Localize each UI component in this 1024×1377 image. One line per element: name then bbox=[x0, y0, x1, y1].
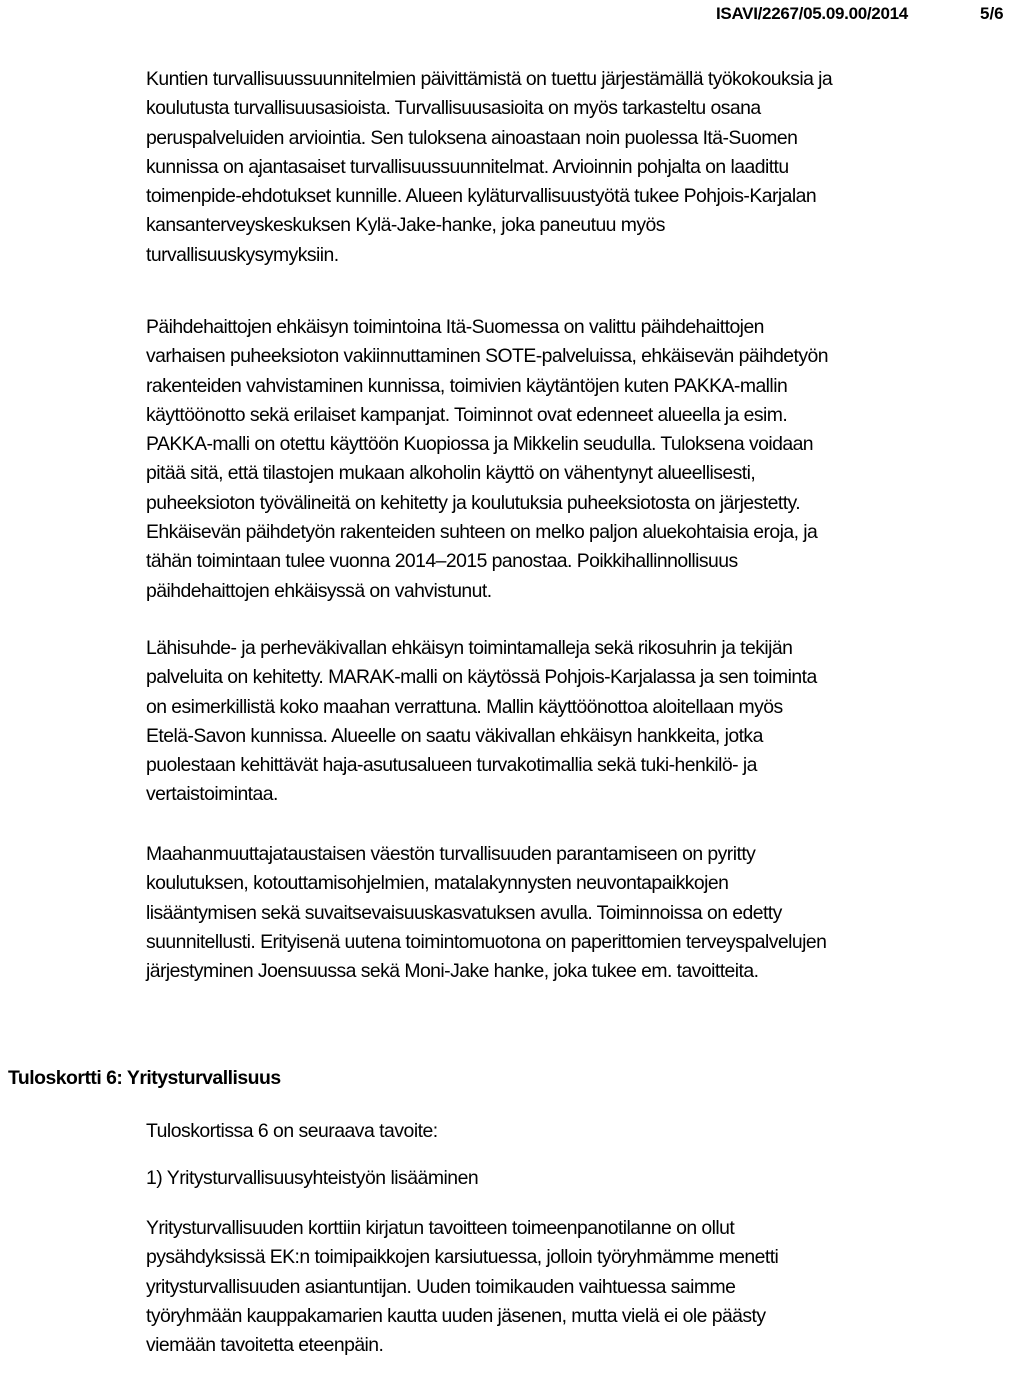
section-goal-item: 1) Yritysturvallisuusyhteistyön lisääminen bbox=[146, 1167, 479, 1189]
paragraph-domestic-violence-prevention bbox=[146, 634, 1016, 810]
paragraph-immigrant-safety bbox=[146, 840, 1016, 986]
text-line: peruspalveluiden arviointia. Sen tuloksena ainoastaan noin puolessa Itä-Suomen bbox=[146, 126, 798, 149]
text-line: Maahanmuuttajataustaisen väestön turvallisuuden parantamiseen on pyritty bbox=[146, 843, 756, 865]
text-line: Päihdehaittojen ehkäisyn toimintoina Itä-Suomessa on valittu päihdehaittojen bbox=[146, 316, 764, 338]
text-line: yritysturvallisuuden asiantuntijan. Uuden toimikauden vaihtuessa saimme bbox=[146, 1275, 736, 1298]
text-line: koulutuksen, kotouttamisohjelmien, matalakynnysten neuvontapaikkojen bbox=[146, 872, 729, 895]
text-line: pitää sitä, että tilastojen mukaan alkoholin käyttö on vähentynyt alueellisesti, bbox=[146, 462, 756, 485]
document-reference-number: ISAVI/2267/05.09.00/2014 bbox=[716, 4, 908, 23]
text-line: suunnitellusti. Erityisenä uutena toimintomuotona on paperittomien terveyspalvelujen bbox=[146, 930, 827, 953]
text-line: puolestaan kehittävät haja-asutusalueen turvakotimallia sekä tuki-henkilö- ja bbox=[146, 754, 757, 777]
paragraph-security-plans bbox=[146, 65, 1016, 270]
page-number: 5/6 bbox=[980, 4, 1004, 23]
text-line: kunnissa on ajantasaiset turvallisuussuunnitelmat. Arvioinnin pohjalta on laadittu bbox=[146, 155, 789, 178]
paragraph-substance-abuse-prevention bbox=[146, 313, 1016, 606]
text-line: Kuntien turvallisuussuunnitelmien päivittämistä on tuettu järjestämällä työkokouksia ja bbox=[146, 68, 833, 90]
text-line: järjestyminen Joensuussa sekä Moni-Jake hanke, joka tukee em. tavoitteita. bbox=[146, 960, 759, 983]
section-intro: Tuloskortissa 6 on seuraava tavoite: bbox=[146, 1120, 438, 1142]
text-line: toimenpide-ehdotukset kunnille. Alueen kyläturvallisuustyötä tukee Pohjois-Karjalan bbox=[146, 185, 817, 208]
text-line: kansanterveyskeskuksen Kylä-Jake-hanke, joka paneutuu myös bbox=[146, 214, 665, 237]
text-line: pysähdyksissä EK:n toimipaikkojen karsiutuessa, jolloin työryhmämme menetti bbox=[146, 1246, 779, 1269]
text-line: tähän toimintaan tulee vuonna 2014–2015 panostaa. Poikkihallinnollisuus bbox=[146, 550, 738, 573]
section-heading: Tuloskortti 6: Yritysturvallisuus bbox=[8, 1067, 281, 1089]
text-line: on esimerkillistä koko maahan verrattuna. Mallin käyttöönottoa aloitellaan myös bbox=[146, 695, 783, 718]
text-line: käyttöönotto sekä erilaiset kampanjat. Toiminnot ovat edenneet alueella ja esim. bbox=[146, 403, 788, 426]
paragraph-business-security bbox=[146, 1214, 1016, 1360]
text-line: puheeksioton työvälineitä on kehitetty ja koulutuksia puheeksiotosta on järjestetty. bbox=[146, 491, 801, 514]
text-line: päihdehaittojen ehkäisyssä on vahvistunut. bbox=[146, 579, 492, 602]
text-line: vertaistoimintaa. bbox=[146, 783, 278, 806]
text-line: työryhmään kauppakamarien kautta uuden jäsenen, mutta vielä ei ole päästy bbox=[146, 1304, 766, 1327]
text-line: PAKKA-malli on otettu käyttöön Kuopiossa ja Mikkelin seudulla. Tuloksena voidaan bbox=[146, 433, 814, 456]
text-line: palveluita on kehitetty. MARAK-malli on käytössä Pohjois-Karjalassa ja sen toiminta bbox=[146, 666, 817, 689]
text-line: rakenteiden vahvistaminen kunnissa, toimivien käytäntöjen kuten PAKKA-mallin bbox=[146, 374, 788, 397]
text-line: lisääntymisen sekä suvaitsevaisuuskasvatuksen avulla. Toiminnoissa on edetty bbox=[146, 901, 782, 924]
text-line: Yritysturvallisuuden korttiin kirjatun tavoitteen toimeenpanotilanne on ollut bbox=[146, 1217, 735, 1239]
text-line: viemään tavoitetta eteenpäin. bbox=[146, 1334, 384, 1357]
text-line: Etelä-Savon kunnissa. Alueelle on saatu väkivallan ehkäisyn hankkeita, jotka bbox=[146, 724, 763, 747]
text-line: Lähisuhde- ja perheväkivallan ehkäisyn toimintamalleja sekä rikosuhrin ja tekijän bbox=[146, 637, 793, 659]
text-line: Ehkäisevän päihdetyön rakenteiden suhteen on melko paljon aluekohtaisia eroja, ja bbox=[146, 521, 818, 544]
text-line: koulutusta turvallisuusasioista. Turvallisuusasioita on myös tarkasteltu osana bbox=[146, 97, 761, 120]
text-line: turvallisuuskysymyksiin. bbox=[146, 243, 339, 266]
text-line: varhaisen puheeksioton vakiinnuttaminen SOTE-palveluissa, ehkäisevän päihdetyön bbox=[146, 345, 828, 368]
